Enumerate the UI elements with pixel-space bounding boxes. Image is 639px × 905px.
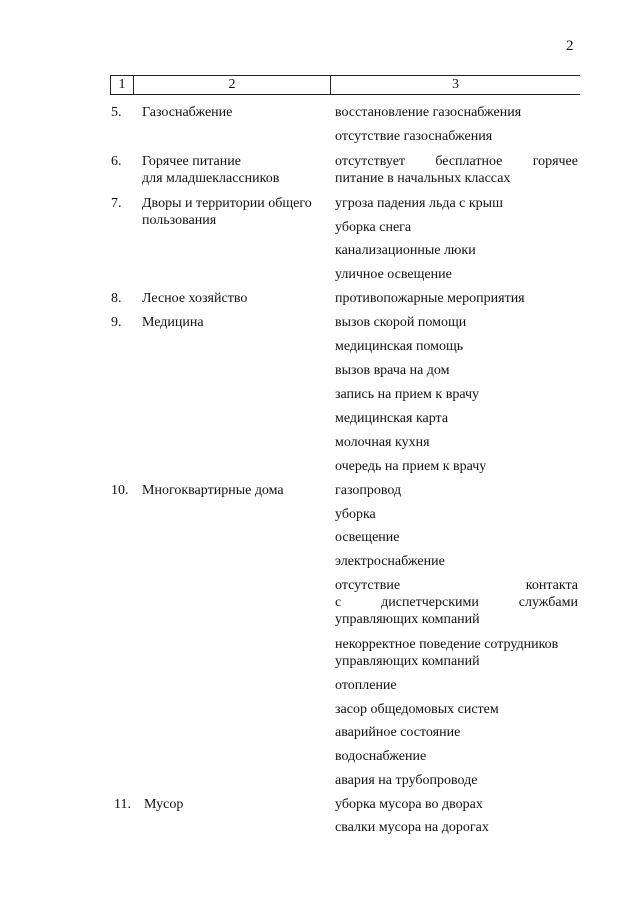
header-cell-3: 3: [452, 77, 459, 92]
list-item: медицинская карта: [335, 411, 449, 426]
list-item-line: управляющих компаний: [335, 612, 480, 627]
list-item: авария на трубопроводе: [335, 773, 478, 788]
row-category-line: для младшеклассников: [142, 171, 280, 186]
list-item: уборка снега: [335, 220, 412, 235]
list-item: уличное освещение: [335, 267, 452, 282]
list-item: очередь на прием к врачу: [335, 459, 487, 474]
row-number: 10.: [111, 483, 129, 498]
word: службами: [518, 595, 578, 610]
list-item: вызов скорой помощи: [335, 315, 467, 330]
row-category: Медицина: [142, 315, 204, 330]
row-number: 11.: [114, 797, 131, 812]
word: контакта: [525, 578, 578, 593]
list-item: запись на прием к врачу: [335, 387, 480, 402]
list-item-line: [335, 153, 578, 170]
word: диспетчерскими: [381, 595, 479, 610]
list-item: водоснабжение: [335, 749, 427, 764]
list-item: молочная кухня: [335, 435, 430, 450]
row-number: 7.: [111, 196, 122, 211]
row-category-line: пользования: [142, 213, 217, 228]
list-item: уборка мусора во дворах: [335, 797, 483, 812]
row-number: 6.: [111, 154, 122, 169]
row-number: 5.: [111, 105, 122, 120]
word: с: [335, 595, 342, 610]
list-item: аварийное состояние: [335, 725, 461, 740]
list-item-line: управляющих компаний: [335, 654, 480, 669]
word: горячее: [532, 154, 578, 169]
row-category-line: Дворы и территории общего: [142, 196, 312, 211]
list-item: отопление: [335, 678, 397, 693]
list-item: уборка: [335, 507, 376, 522]
list-item-line: некорректное поведение сотрудников: [335, 637, 559, 652]
list-item-line: [335, 577, 578, 594]
list-item: противопожарные мероприятия: [335, 291, 525, 306]
page-number: 2: [566, 38, 574, 54]
list-item: медицинская помощь: [335, 339, 464, 354]
row-category-line: Горячее питание: [142, 154, 241, 169]
list-item: электроснабжение: [335, 554, 445, 569]
row-number: 9.: [111, 315, 122, 330]
row-category: Мусор: [144, 797, 184, 812]
row-category: Лесное хозяйство: [142, 291, 248, 306]
table-header-row: [110, 75, 580, 95]
row-category: Многоквартирные дома: [142, 483, 284, 498]
list-item-line: [335, 594, 578, 611]
header-cell-1: 1: [111, 76, 134, 94]
list-item: вызов врача на дом: [335, 363, 450, 378]
row-category: Газоснабжение: [142, 105, 233, 120]
list-item: свалки мусора на дорогах: [335, 820, 489, 835]
header-cell-2: 2: [134, 76, 331, 94]
list-item: угроза падения льда с крыш: [335, 196, 503, 211]
word: отсутствует: [335, 154, 406, 169]
list-item: отсутствие газоснабжения: [335, 129, 493, 144]
word: бесплатное: [435, 154, 503, 169]
row-number: 8.: [111, 291, 122, 306]
list-item: канализационные люки: [335, 243, 476, 258]
list-item: восстановление газоснабжения: [335, 105, 522, 120]
word: отсутствие: [335, 578, 401, 593]
list-item-line: питание в начальных классах: [335, 171, 511, 186]
list-item: газопровод: [335, 483, 402, 498]
list-item: освещение: [335, 530, 400, 545]
list-item: засор общедомовых систем: [335, 702, 499, 717]
